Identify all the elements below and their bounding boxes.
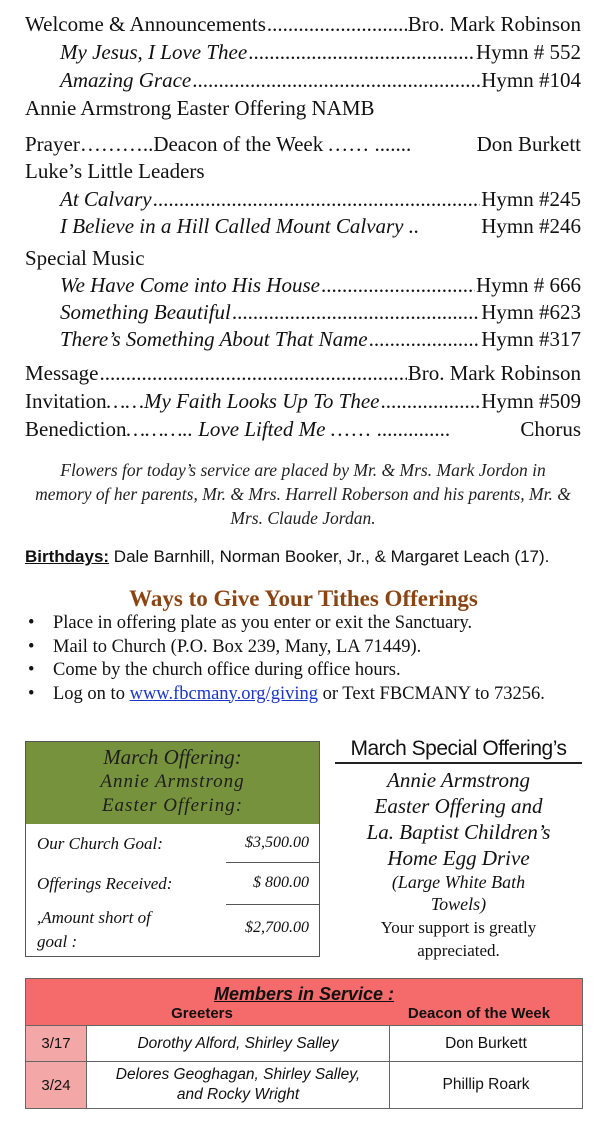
special-offering-title: March Special Offering’s xyxy=(335,737,582,764)
dot-leader: …… ....... xyxy=(327,132,412,156)
hymn-number: Hymn #317 xyxy=(481,327,581,351)
list-item xyxy=(25,612,585,636)
dot-leader xyxy=(369,327,481,352)
special-offering-note: appreciated. xyxy=(417,941,500,960)
program-invitation xyxy=(25,389,581,417)
bullet-icon: • xyxy=(28,660,35,680)
dot-leader xyxy=(99,361,406,386)
row-deacon: Phillip Roark xyxy=(390,1062,583,1109)
dot-leader: …… .............. xyxy=(329,417,451,441)
list-item-text: Log on to xyxy=(53,683,130,704)
list-item-text: Mail to Church (P.O. Box 239, Many, LA 71449). xyxy=(53,636,422,657)
hymn-title: Amazing Grace xyxy=(60,68,192,92)
hymn-number: Hymn # 552 xyxy=(476,40,581,64)
birthdays-label: Birthdays: xyxy=(25,547,110,566)
hymn-number: Hymn # 666 xyxy=(476,273,581,297)
program-hymn-3 xyxy=(60,187,581,215)
column-header-deacon: Deacon of the Week xyxy=(407,1005,551,1022)
march-offering-header xyxy=(26,742,319,824)
table-row xyxy=(26,1062,583,1109)
program-item-label: Prayer xyxy=(25,132,80,156)
list-item-text: Place in offering plate as you enter or exit the Sanctuary. xyxy=(53,613,473,633)
program-item-label: Message xyxy=(25,361,99,385)
program-lukes-leaders: Luke’s Little Leaders xyxy=(25,159,205,183)
march-offering-subtitle: Easter Offering: xyxy=(101,795,244,816)
program-welcome xyxy=(25,12,581,40)
hymn-title: My Jesus, I Love Thee xyxy=(60,40,248,64)
greeters-names: and Rocky Wright xyxy=(176,1086,300,1103)
program-hymn-7 xyxy=(60,327,581,355)
special-offering-line: Home Egg Drive xyxy=(387,846,530,870)
ways-to-give-title: Ways to Give Your Tithes Offerings xyxy=(129,586,478,611)
special-offering-line: Annie Armstrong xyxy=(387,768,530,792)
row-greeters xyxy=(87,1026,390,1062)
goal-value: $3,500.00 xyxy=(245,834,309,851)
short-label-line: ,Amount short of xyxy=(37,908,151,927)
program-item-value: Chorus xyxy=(520,417,581,441)
dot-leader xyxy=(321,273,475,298)
hymn-number: Hymn #246 xyxy=(481,214,581,238)
program-item-detail: ………..Deacon of the Week xyxy=(79,132,324,156)
row-date: 3/24 xyxy=(26,1062,87,1109)
list-item xyxy=(25,683,585,707)
special-offering-line: (Large White Bath xyxy=(391,872,526,892)
hymn-number: Hymn #623 xyxy=(481,300,581,324)
program-item-label: Benediction xyxy=(25,417,127,441)
program-benediction xyxy=(25,417,581,445)
program-item-value: Bro. Mark Robinson xyxy=(407,12,581,36)
special-offering-body xyxy=(335,767,582,871)
march-offering-box xyxy=(25,741,320,957)
special-offering-line: La. Baptist Children’s xyxy=(366,820,551,844)
members-header xyxy=(26,979,583,1026)
row-greeters xyxy=(87,1062,390,1109)
special-offering-line: Towels) xyxy=(430,894,487,914)
greeters-names: Delores Geoghagan, Shirley Salley, xyxy=(115,1066,361,1083)
list-item xyxy=(25,659,585,683)
short-label-line: goal : xyxy=(37,932,78,951)
program-hymn-6 xyxy=(60,300,581,328)
row-deacon: Don Burkett xyxy=(390,1026,583,1062)
program-item-value: Bro. Mark Robinson xyxy=(407,361,581,385)
divider xyxy=(226,862,319,863)
members-in-service-table xyxy=(25,978,583,1109)
hymn-title: At Calvary xyxy=(60,187,152,211)
hymn-number: Hymn #509 xyxy=(481,389,581,413)
program-offering-line: Annie Armstrong Easter Offering NAMB xyxy=(25,96,375,120)
hymn-title: We Have Come into His House xyxy=(60,273,320,297)
members-columns xyxy=(27,1005,581,1024)
program-prayer xyxy=(25,132,581,160)
members-header-row xyxy=(26,979,583,1026)
hymn-number: Hymn #245 xyxy=(481,187,581,211)
bullet-icon: • xyxy=(28,636,35,657)
program-hymn-5 xyxy=(60,273,581,301)
program-item-label: Welcome & Announcements xyxy=(25,12,266,36)
goal-label: Our Church Goal: xyxy=(37,834,163,853)
received-label: Offerings Received: xyxy=(37,874,173,893)
hymn-title: Something Beautiful xyxy=(60,300,231,324)
program-hymn-1 xyxy=(60,40,581,68)
special-offering-note: Your support is greatly xyxy=(380,918,537,937)
ways-to-give-list xyxy=(25,612,585,706)
members-title: Members in Service : xyxy=(213,984,395,1004)
march-offering-title: March Offering: xyxy=(103,745,242,769)
list-item-text: or Text FBCMANY to 73256. xyxy=(317,683,545,704)
dot-leader xyxy=(267,12,407,37)
short-label xyxy=(37,906,151,954)
birthdays-names: Dale Barnhill, Norman Booker, Jr., & Margaret Leach (17). xyxy=(109,547,550,566)
divider xyxy=(226,904,319,905)
hymn-number: Hymn #104 xyxy=(481,68,581,92)
dot-leader xyxy=(192,68,480,93)
list-item xyxy=(25,636,585,660)
received-value: $ 800.00 xyxy=(253,874,309,891)
giving-link[interactable]: www.fbcmany.org/giving xyxy=(129,683,318,704)
program-hymn-2 xyxy=(60,68,581,96)
dot-leader xyxy=(232,300,480,325)
dot-leader xyxy=(380,389,480,414)
hymn-title: There’s Something About That Name xyxy=(60,327,368,351)
greeters-names: Dorothy Alford, Shirley Salley xyxy=(137,1034,339,1052)
program-item-label: Invitation xyxy=(25,389,107,413)
march-offering-subtitle: Annie Armstrong xyxy=(100,771,245,792)
hymn-title: ……My Faith Looks Up To Thee xyxy=(106,389,380,413)
special-offering-line: Easter Offering and xyxy=(374,794,543,818)
special-offering xyxy=(335,737,582,961)
row-date: 3/17 xyxy=(26,1026,87,1062)
program-special-music: Special Music xyxy=(25,246,145,270)
program-hymn-4 xyxy=(60,214,581,242)
dot-leader xyxy=(248,40,475,65)
bullet-icon: • xyxy=(28,613,35,633)
list-item-text: Come by the church office during office hours. xyxy=(53,660,401,680)
program-item-value: Don Burkett xyxy=(476,132,581,156)
program-message xyxy=(25,361,581,389)
short-value: $2,700.00 xyxy=(245,919,309,936)
flowers-dedication: Flowers for today’s service are placed by Mr. & Mrs. Mark Jordon in memory of her parents, Mr. & Mrs. Harrell Roberson and his parents, Mr. & Mrs. Claude Jordan. xyxy=(35,460,571,528)
hymn-title: I Believe in a Hill Called Mount Calvary .. xyxy=(60,214,420,238)
dot-leader xyxy=(153,187,481,212)
column-header-greeters: Greeters xyxy=(171,1005,233,1022)
table-row xyxy=(26,1026,583,1062)
hymn-title: ……….. Love Lifted Me xyxy=(126,417,326,441)
bullet-icon: • xyxy=(28,683,35,704)
birthdays xyxy=(25,547,549,567)
